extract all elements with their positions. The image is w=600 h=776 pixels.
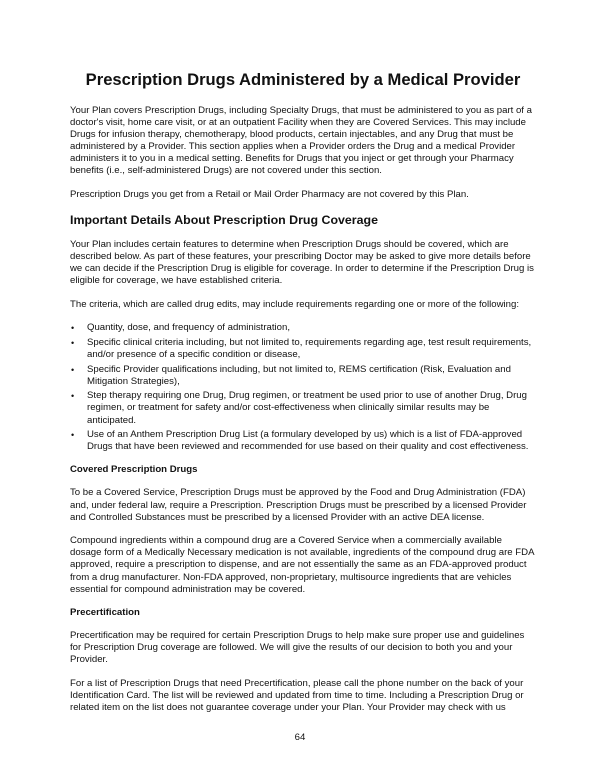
section-heading-precertification: Precertification [70,607,140,619]
bullet-icon: • [71,364,75,375]
page-content [70,70,536,726]
bullet-icon: • [71,430,75,441]
precert-paragraph-2: For a list of Prescription Drugs that need Precertification, please call the phone number on the back of your Identification Card. The list will be reviewed and updated from time to time. Including a Prescription Drug or related item on the list does not guarantee coverage under your Plan. Your Provider may check with us [70,677,524,714]
list-item-text: Specific Provider qualifications including, but not limited to, REMS certification (Risk, Evaluation and Mitigation Strategies), [87,363,511,387]
list-item-text: Use of an Anthem Prescription Drug List (a formulary developed by us) which is a list of FDA-approved Drugs that have been reviewed and recommended for use based on their quality and cost effectiveness. [87,429,529,453]
list-item [70,390,536,426]
page-title: Prescription Drugs Administered by a Medical Provider [85,70,521,89]
list-item-text: Step therapy requiring one Drug, Drug regimen, or treatment be used prior to use of another Drug, Drug regimen, or treatment for safety and/or cost-effectiveness when clinically similar results may be anticipated. [87,390,527,426]
list-item [70,337,536,361]
important-details-paragraph-2: The criteria, which are called drug edits, may include requirements regarding one or more of the following: [70,298,519,310]
list-item [70,322,536,334]
list-item [70,364,536,388]
covered-paragraph-1: To be a Covered Service, Prescription Drugs must be approved by the Food and Drug Administration (FDA) and, under federal law, require a Prescription. Prescription Drugs must be prescribed by a licensed Provider and Controlled Substances must be prescribed by a licensed Provider with an active DEA license. [70,487,527,523]
intro-paragraph-1: Your Plan covers Prescription Drugs, including Specialty Drugs, that must be administered to you as part of a doctor's visit, home care visit, or at an outpatient Facility when they are Covered Services. This may include Drugs for infusion therapy, chemotherapy, blood products, certain injectables, and any Drug that must be administered by a Provider. This section applies when a Provider orders the Drug and a medical Provider administers it to you in a medical setting. Benefits for Drugs that you inject or get through your Pharmacy benefits (i.e., self-administered Drugs) are not covered under this section. [70,105,532,177]
precert-paragraph-1: Precertification may be required for certain Prescription Drugs to help make sure proper use and guidelines for Prescription Drug coverage are followed. We will give the results of our decision to both you and your Provider. [70,630,525,666]
intro-paragraph-2: Prescription Drugs you get from a Retail or Mail Order Pharmacy are not covered by this Plan. [70,189,469,201]
page-number: 64 [294,732,306,743]
list-item-text: Quantity, dose, and frequency of administration, [87,322,291,334]
drug-edit-criteria-list [70,322,536,453]
important-details-paragraph-1: Your Plan includes certain features to determine when Prescription Drugs should be covered, which are described below. As part of these features, your prescribing Doctor may be asked to give more details before we can decide if the Prescription Drug is eligible for coverage. In order to determine if the Prescription Drug is eligible for coverage, we have established criteria. [70,238,534,286]
covered-paragraph-2: Compound ingredients within a compound drug are a Covered Service when a commercially available dosage form of a Medically Necessary medication is not available, ingredients of the compound drug are FDA approved, require a prescription to dispense, and are not essentially the same as an FDA-approved product from a drug manufacturer. Non-FDA approved, non-proprietary, multisource ingredients that are vehicles essential for compound administration may be covered. [70,535,534,595]
bullet-icon: • [71,337,75,348]
section-heading-covered-drugs: Covered Prescription Drugs [70,464,198,476]
list-item-text: Specific clinical criteria including, but not limited to, requirements regarding age, test result requirements, and/or presence of a specific condition or disease, [87,336,532,360]
section-heading-important-details: Important Details About Prescription Drug Coverage [70,212,378,227]
bullet-icon: • [71,391,75,402]
list-item [70,429,536,453]
bullet-icon: • [71,323,75,334]
